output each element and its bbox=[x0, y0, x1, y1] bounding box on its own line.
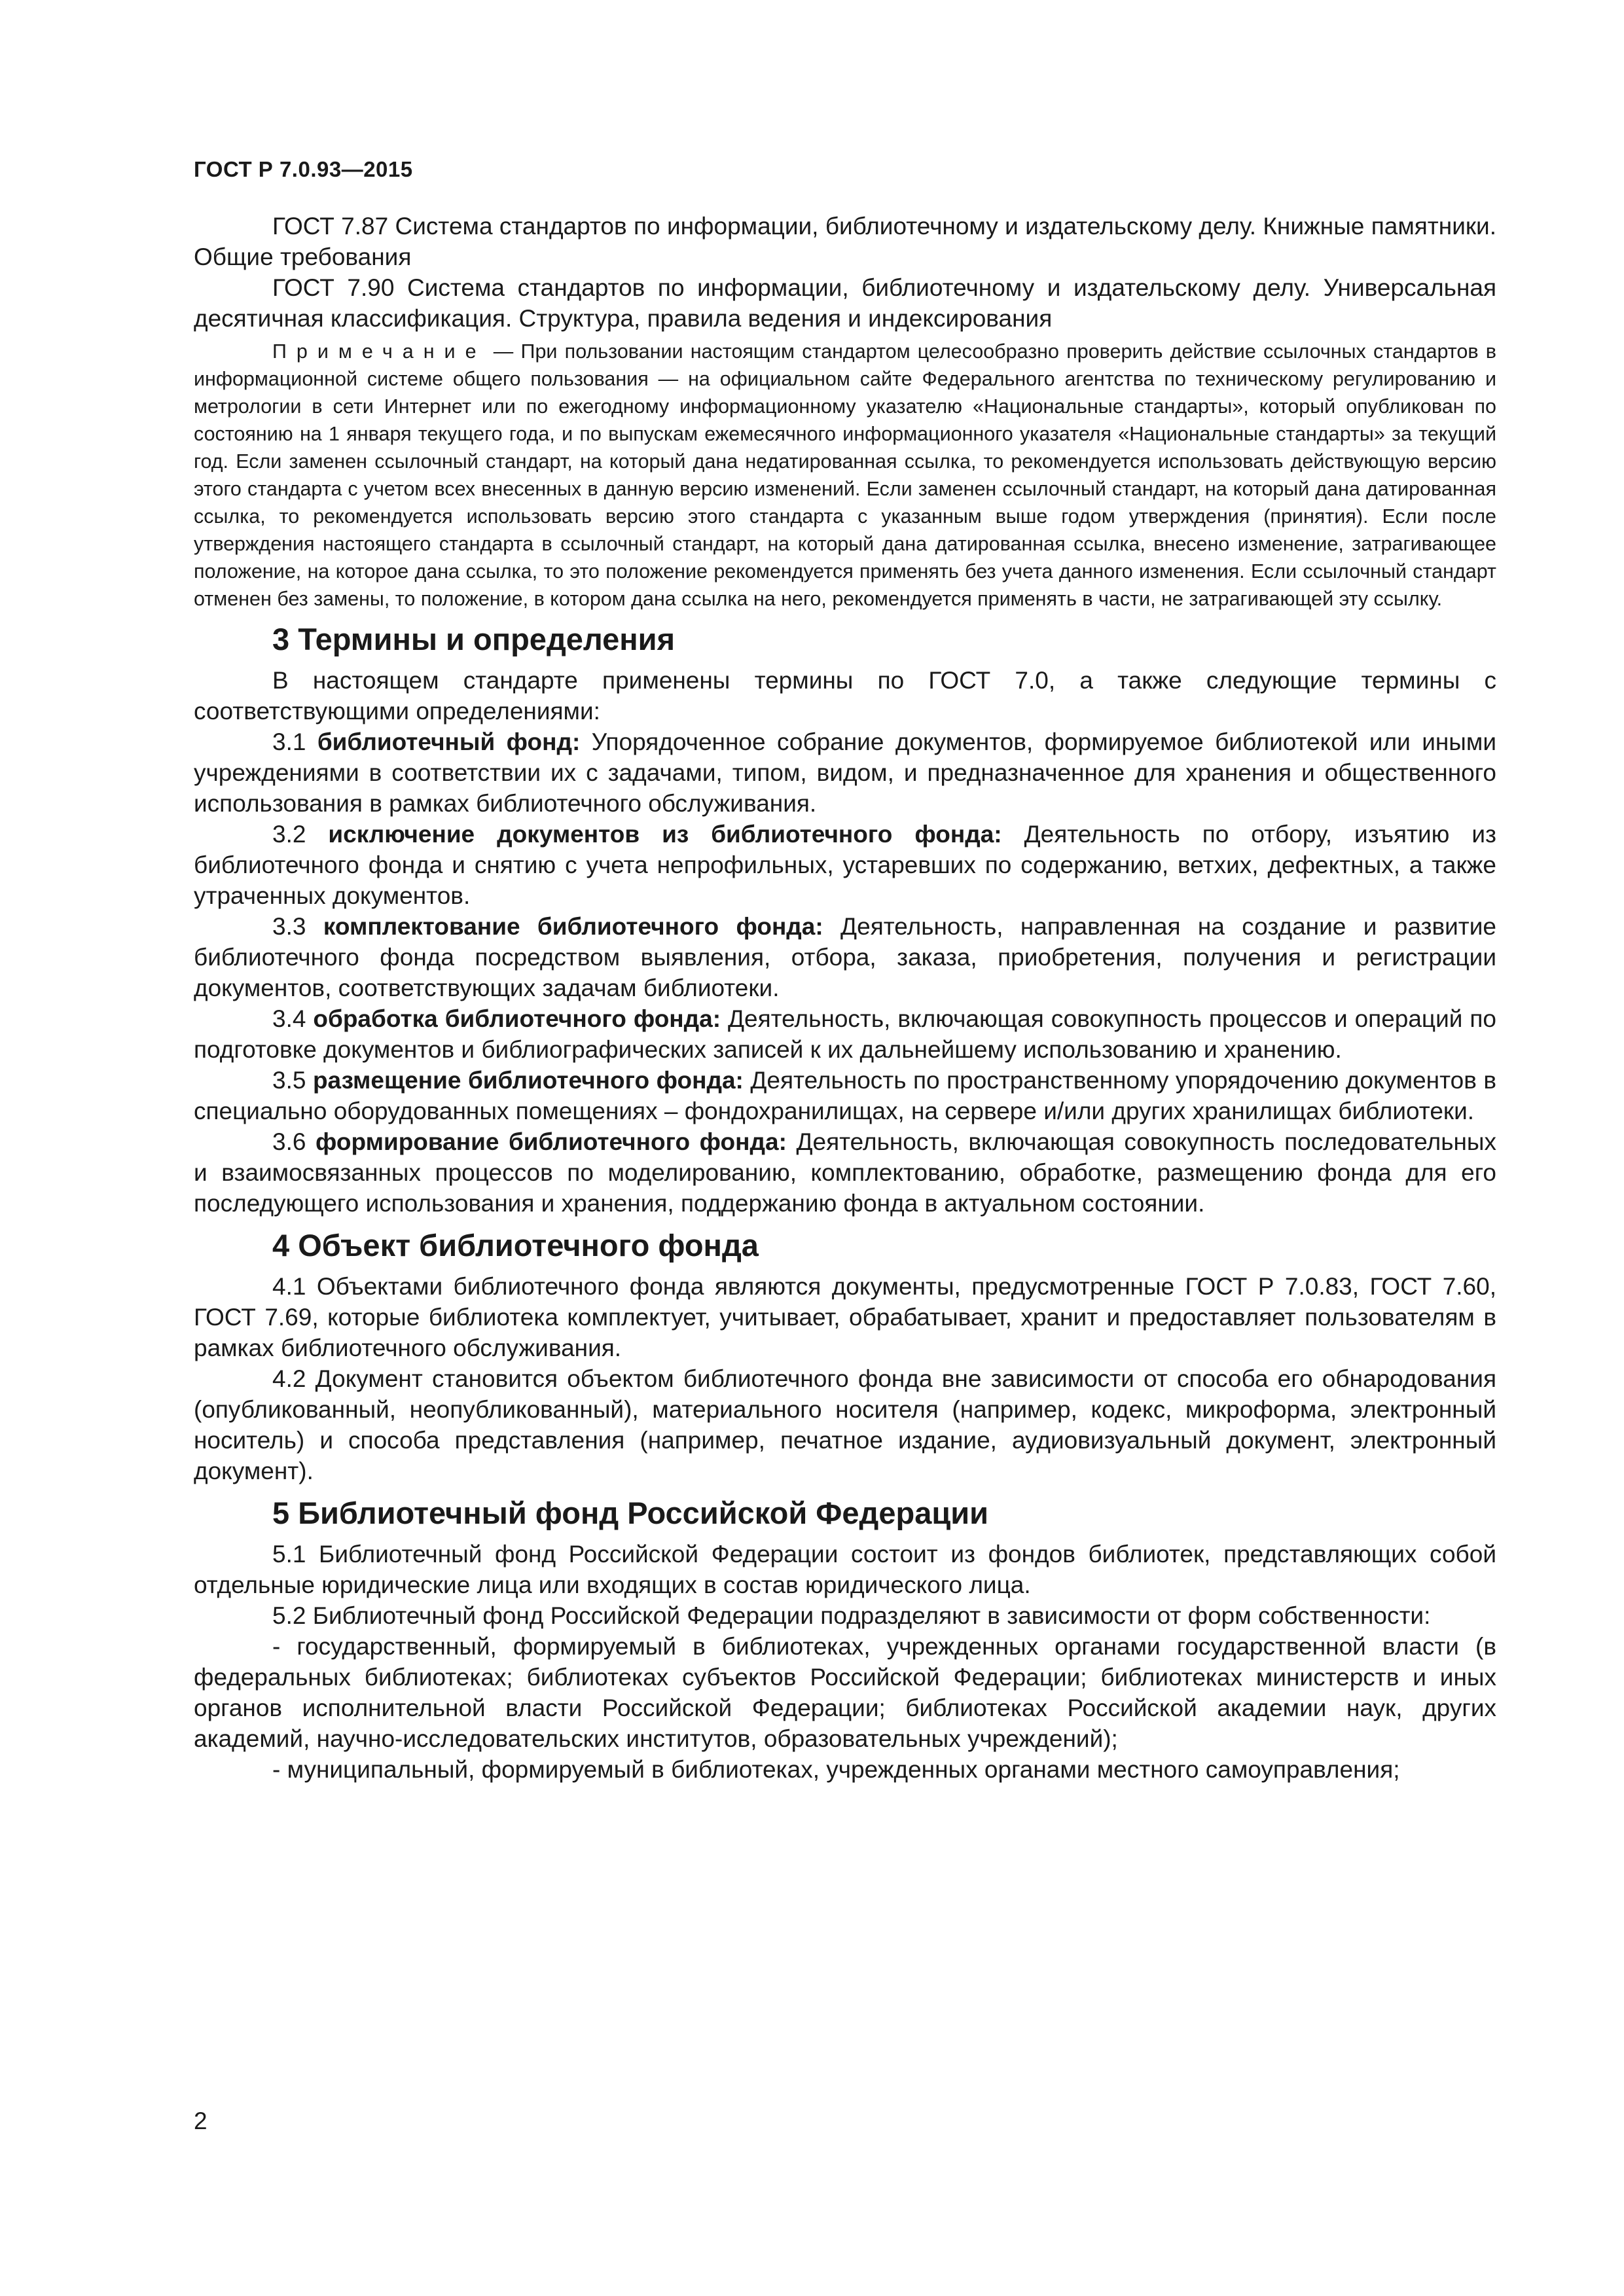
page-number: 2 bbox=[194, 2108, 208, 2134]
normative-reference-7-87: ГОСТ 7.87 Система стандартов по информации, библиотечному и издательскому делу. Книжные памятники. Общие требования bbox=[194, 213, 1496, 270]
term-number: 3.1 bbox=[272, 728, 317, 755]
document-code-header: ГОСТ Р 7.0.93—2015 bbox=[194, 157, 413, 181]
section-3-intro: В настоящем стандарте применены термины по ГОСТ 7.0, а также следующие термины с соответствующими определениями: bbox=[194, 667, 1496, 725]
paragraph-4-1: 4.1 Объектами библиотечного фонда являются документы, предусмотренные ГОСТ Р 7.0.83, ГОСТ 7.60, ГОСТ 7.69, которые библиотека комплектует, учитывает, обрабатывает, хранит и предоставляет пользователям в рамках библиотечного обслуживания. bbox=[194, 1273, 1496, 1361]
normative-reference-7-90: ГОСТ 7.90 Система стандартов по информации, библиотечному и издательскому делу. Универсальная десятичная классификация. Структура, правила ведения и индексирования bbox=[194, 274, 1496, 332]
term-3-2 bbox=[194, 819, 1496, 911]
section-4-heading: 4 Объект библиотечного фонда bbox=[272, 1228, 759, 1263]
term-name: формирование библиотечного фонда: bbox=[315, 1128, 787, 1155]
term-3-1 bbox=[194, 726, 1496, 819]
term-definition: Упорядоченное собрание документов, формируемое библиотекой или иными учреждениями в соответствии их с задачами, типом, видом, и предназначенное для хранения и общественного использования в рамках библиотечного обслуживания. bbox=[194, 728, 1496, 817]
term-number: 3.6 bbox=[272, 1128, 316, 1155]
term-3-5 bbox=[194, 1065, 1496, 1126]
note-text: — При пользовании настоящим стандартом целесообразно проверить действие ссылочных стандартов в информационной системе общего пользования — на официальном сайте Федерального агентства по техническому регулированию и метрологии в сети Интернет или по ежегодному информационному указателю «Национальные стандарты», который опубликован по состоянию на 1 января текущего года, и по выпускам ежемесячного информационного указателя «Национальные стандарты» за текущий год. Если заменен ссылочный стандарт, на который дана недатированная ссылка, то рекомендуется использовать действующую версию этого стандарта с учетом всех внесенных в данную версию изменений. Если заменен ссылочный стандарт, на который дана датированная ссылка, то рекомендуется использовать версию этого стандарта с указанным выше годом утверждения (принятия). Если после утверждения настоящего стандарта в ссылочный стандарт, на который дана датированная ссылка, внесено изменение, затрагивающее положение, на которое дана ссылка, то это положение рекомендуется применять без учета данного изменения. Если ссылочный стандарт отменен без замены, то положение, в котором дана ссылка на него, рекомендуется применять в части, не затрагивающей эту ссылку. bbox=[194, 340, 1496, 610]
paragraph-5-2: 5.2 Библиотечный фонд Российской Федерации подразделяют в зависимости от форм собственности: bbox=[272, 1602, 1431, 1629]
section-5-heading: 5 Библиотечный фонд Российской Федерации bbox=[272, 1496, 989, 1530]
term-name: размещение библиотечного фонда: bbox=[312, 1067, 744, 1094]
term-3-3 bbox=[194, 911, 1496, 1003]
term-definition: Деятельность, включающая совокупность процессов и операций по подготовке документов и библиографических записей к их дальнейшему использованию и хранению. bbox=[194, 1005, 1496, 1063]
term-number: 3.2 bbox=[272, 821, 329, 848]
term-number: 3.5 bbox=[272, 1067, 313, 1094]
note-label: Примечание bbox=[272, 340, 486, 363]
paragraph-4-2: 4.2 Документ становится объектом библиотечного фонда вне зависимости от способа его обнародования (опубликованный, неопубликованный), материального носителя (например, кодекс, микроформа, электронный носитель) и способа представления (например, печатное издание, аудиовизуальный документ, электронный документ). bbox=[194, 1365, 1496, 1484]
list-item-municipal-fund: - муниципальный, формируемый в библиотеках, учрежденных органами местного самоуправления; bbox=[272, 1756, 1400, 1783]
term-name: комплектование библиотечного фонда: bbox=[323, 913, 823, 940]
list-item-state-fund: - государственный, формируемый в библиотеках, учрежденных органами государственной власти (в федеральных библиотеках; библиотеках субъектов Российской Федерации; библиотеках министерств и иных органов исполнительной власти Российской Федерации; библиотеках Российской академии наук, других академий, научно-исследовательских институтов, образовательных учреждений); bbox=[194, 1633, 1496, 1752]
section-3-heading: 3 Термины и определения bbox=[272, 622, 675, 656]
term-number: 3.3 bbox=[272, 913, 323, 940]
term-3-6 bbox=[194, 1126, 1496, 1219]
term-definition: Деятельность, направленная на создание и развитие библиотечного фонда посредством выявления, отбора, заказа, приобретения, получения и регистрации документов, соответствующих задачам библиотеки. bbox=[194, 913, 1496, 1001]
term-number: 3.4 bbox=[272, 1005, 314, 1032]
paragraph-5-1: 5.1 Библиотечный фонд Российской Федерации состоит из фондов библиотек, представляющих собой отдельные юридические лица или входящих в состав юридического лица. bbox=[194, 1541, 1496, 1598]
term-3-4 bbox=[194, 1003, 1496, 1065]
note-paragraph bbox=[194, 338, 1496, 613]
page-content bbox=[194, 211, 1496, 1785]
term-definition: Деятельность по пространственному упорядочению документов в специально оборудованных помещениях – фондохранилищах, на сервере и/или других хранилищах библиотеки. bbox=[194, 1067, 1497, 1124]
term-definition: Деятельность, включающая совокупность последовательных и взаимосвязанных процессов по моделированию, комплектованию, обработке, размещению фонда для его последующего использования и хранения, поддержанию фонда в актуальном состоянии. bbox=[194, 1128, 1497, 1217]
term-name: исключение документов из библиотечного фонда: bbox=[328, 821, 1002, 848]
term-name: обработка библиотечного фонда: bbox=[313, 1005, 721, 1032]
term-name: библиотечный фонд: bbox=[317, 728, 581, 755]
term-definition: Деятельность по отбору, изъятию из библиотечного фонда и снятию с учета непрофильных, устаревших по содержанию, ветхих, дефектных, а также утраченных документов. bbox=[194, 821, 1496, 909]
